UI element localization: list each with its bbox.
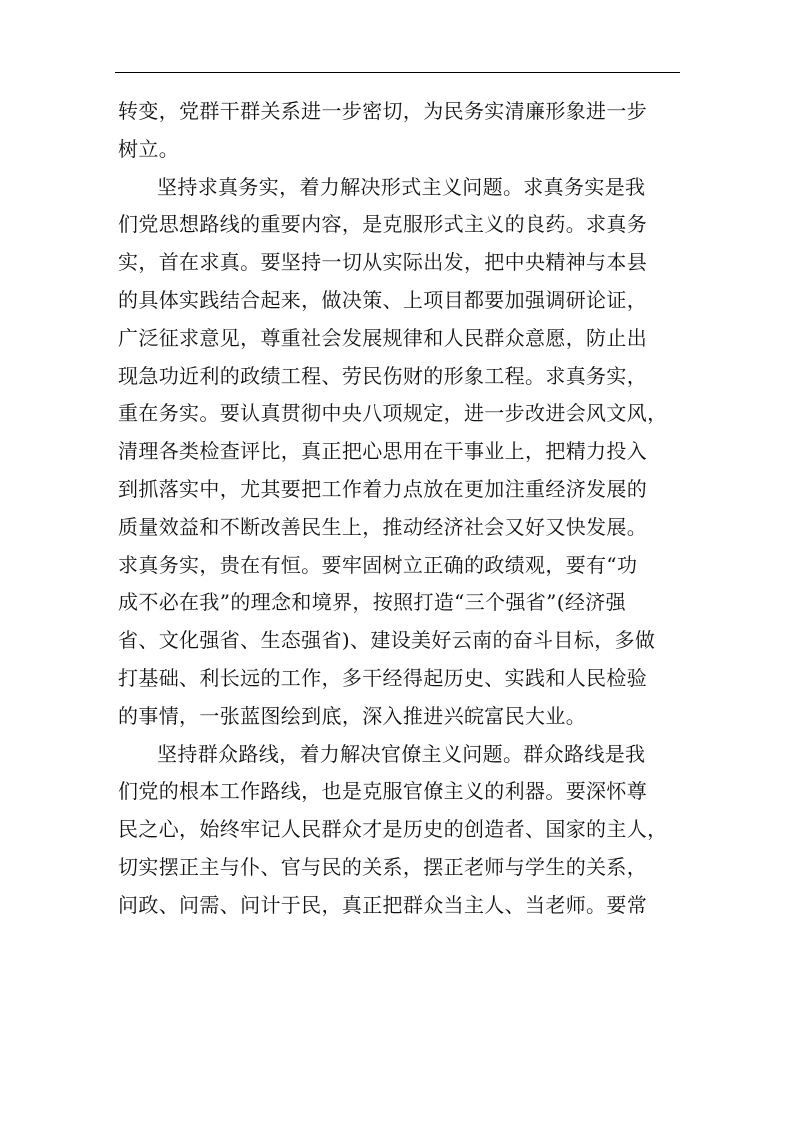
text-line: 实，首在求真。要坚持一切从实际出发，把中央精神与本县 bbox=[118, 250, 648, 275]
text-line: 求真务实，贵在有恒。要牢固树立正确的政绩观，要有“功 bbox=[118, 552, 638, 577]
text-line: 树立。 bbox=[118, 136, 180, 161]
paragraph-start-line: 坚持求真务实，着力解决形式主义问题。求真务实是我 bbox=[157, 174, 646, 199]
text-line: 的具体实践结合起来，做决策、上项目都要加强调研论证， bbox=[118, 287, 648, 312]
text-line: 广泛征求意见，尊重社会发展规律和人民群众意愿，防止出 bbox=[118, 325, 648, 350]
text-line: 到抓落实中，尤其要把工作着力点放在更加注重经济发展的 bbox=[118, 476, 648, 501]
text-line: 民之心，始终牢记人民群众才是历史的创造者、国家的主人， bbox=[118, 817, 668, 842]
text-line: 转变，党群干群关系进一步密切，为民务实清廉形象进一步 bbox=[118, 99, 648, 123]
text-line: 问政、问需、问计于民，真正把群众当主人、当老师。要常 bbox=[118, 892, 648, 917]
paragraph-start-line: 坚持群众路线，着力解决官僚主义问题。群众路线是我 bbox=[157, 741, 646, 766]
body-text bbox=[118, 93, 684, 925]
text-line: 质量效益和不断改善民生上，推动经济社会又好又快发展。 bbox=[118, 514, 648, 539]
text-line: 省、文化强省、生态强省)、建设美好云南的奋斗目标，多做 bbox=[118, 628, 656, 653]
text-line: 打基础、利长远的工作，多干经得起历史、实践和人民检验 bbox=[118, 665, 648, 690]
text-line: 重在务实。要认真贯彻中央八项规定，进一步改进会风文风， bbox=[118, 401, 668, 426]
text-line: 现急功近利的政绩工程、劳民伤财的形象工程。求真务实， bbox=[118, 363, 648, 388]
header-rule bbox=[115, 72, 680, 73]
text-line: 的事情，一张蓝图绘到底，深入推进兴皖富民大业。 bbox=[118, 703, 587, 728]
text-line: 们党的根本工作路线，也是克服官僚主义的利器。要深怀尊 bbox=[118, 779, 648, 804]
text-line: 们党思想路线的重要内容，是克服形式主义的良药。求真务 bbox=[118, 212, 648, 237]
text-line: 清理各类检查评比，真正把心思用在干事业上，把精力投入 bbox=[118, 439, 648, 464]
text-line: 切实摆正主与仆、官与民的关系，摆正老师与学生的关系， bbox=[118, 854, 648, 879]
text-line: 成不必在我”的理念和境界，按照打造“三个强省”(经济强 bbox=[118, 590, 626, 615]
